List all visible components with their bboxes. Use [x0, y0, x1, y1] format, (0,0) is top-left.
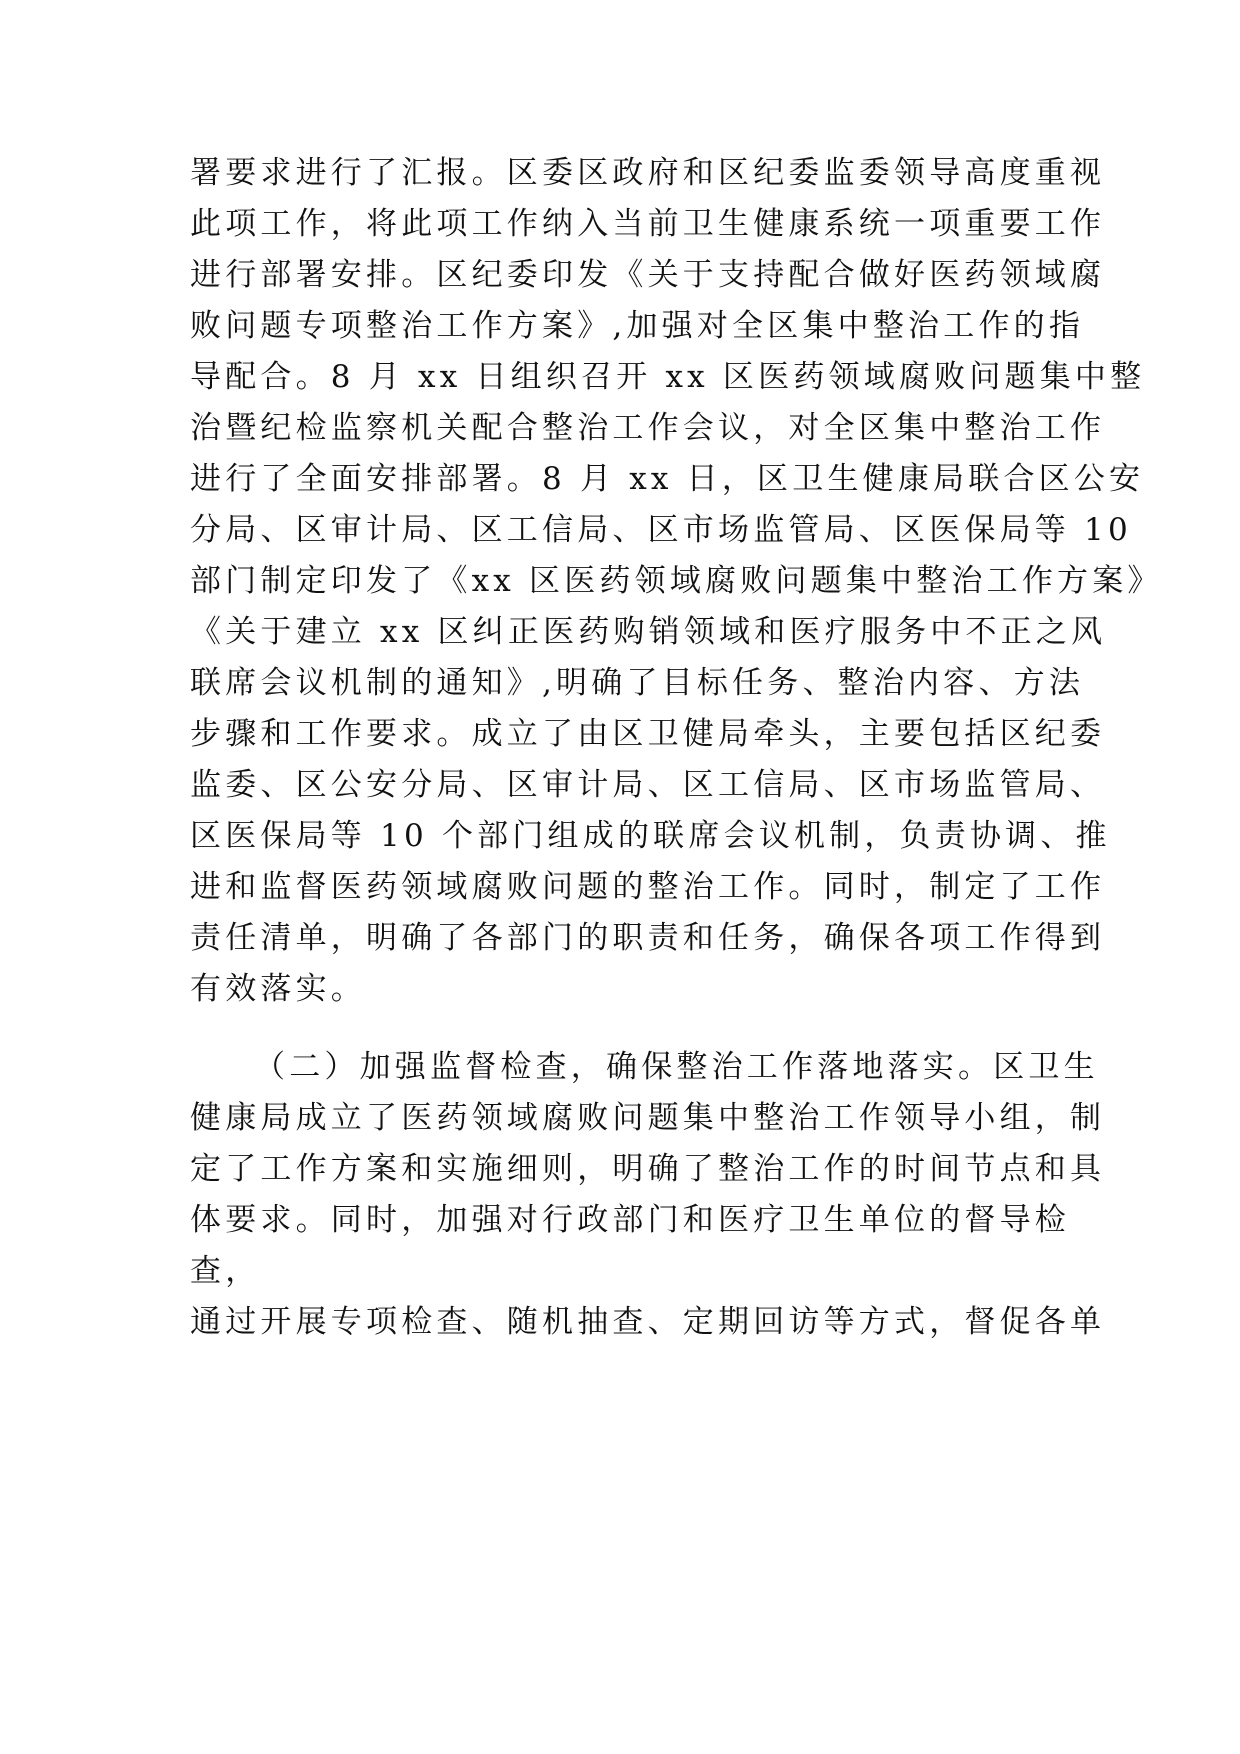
paragraph-1-line: 署要求进行了汇报。区委区政府和区纪委监委领导高度重视 [190, 155, 1106, 191]
paragraph-1-line: 进行了全面安排部署。8 月 xx 日，区卫生健康局联合区公安 [190, 461, 1145, 497]
paragraph-1-line: 步骤和工作要求。成立了由区卫健局牵头，主要包括区纪委 [190, 716, 1106, 752]
paragraph-1-line: 部门制定印发了《xx 区医药领域腐败问题集中整治工作方案》 [190, 563, 1163, 599]
paragraph-1-line: 此项工作，将此项工作纳入当前卫生健康系统一项重要工作 [190, 206, 1106, 242]
paragraph-1-line: 进行部署安排。区纪委印发《关于支持配合做好医药领域腐 [190, 257, 1106, 293]
paragraph-2-line: 查， [190, 1253, 261, 1289]
paragraph-1-line: 责任清单，明确了各部门的职责和任务，确保各项工作得到 [190, 920, 1106, 956]
paragraph-1-line: 联席会议机制的通知》,明确了目标任务、整治内容、方法 [190, 665, 1085, 701]
paragraph-2-line: 健康局成立了医药领域腐败问题集中整治工作领导小组，制 [190, 1100, 1106, 1136]
paragraph-2-line: （二）加强监督检查，确保整治工作落地落实。区卫生 [254, 1049, 1099, 1085]
paragraph-1-line: 败问题专项整治工作方案》,加强对全区集中整治工作的指 [190, 308, 1085, 344]
paragraph-1-line: 导配合。8 月 xx 日组织召开 xx 区医药领域腐败问题集中整 [190, 359, 1146, 395]
paragraph-1-line: 《关于建立 xx 区纠正医药购销领域和医疗服务中不正之风 [190, 614, 1107, 650]
paragraph-2-line: 通过开展专项检查、随机抽查、定期回访等方式，督促各单 [190, 1304, 1106, 1340]
paragraph-1-line: 分局、区审计局、区工信局、区市场监管局、区医保局等 10 [190, 512, 1132, 548]
paragraph-1-line: 治暨纪检监察机关配合整治工作会议，对全区集中整治工作 [190, 410, 1106, 446]
paragraph-1-line: 有效落实。 [190, 971, 366, 1007]
paragraph-2-line: 定了工作方案和实施细则，明确了整治工作的时间节点和具 [190, 1151, 1106, 1187]
paragraph-1-line: 进和监督医药领域腐败问题的整治工作。同时，制定了工作 [190, 869, 1106, 905]
paragraph-2-line: 体要求。同时，加强对行政部门和医疗卫生单位的督导检 [190, 1202, 1070, 1238]
paragraph-1-line: 区医保局等 10 个部门组成的联席会议机制，负责协调、推 [190, 818, 1111, 854]
paragraph-1-line: 监委、区公安分局、区审计局、区工信局、区市场监管局、 [190, 767, 1106, 803]
